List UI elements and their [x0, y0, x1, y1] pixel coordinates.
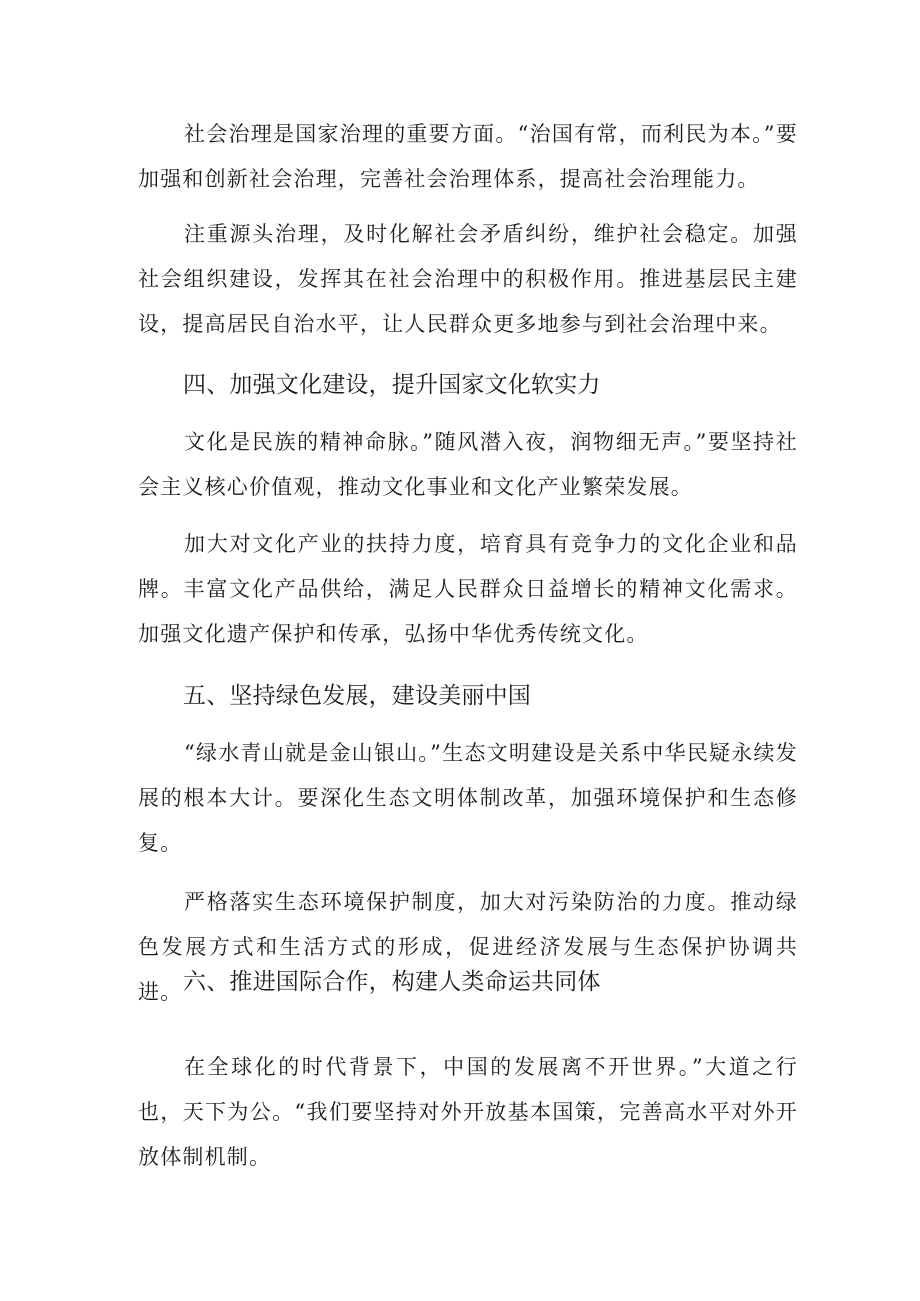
paragraph-opening-up: 在全球化的时代背景下，中国的发展离不开世界。”大道之行也，天下为公。“我们要坚持对外开放基本国策，完善高水平对外开放体制机制。	[138, 1055, 798, 1169]
paragraph-source-governance: 注重源头治理，及时化解社会矛盾纠纷，维护社会稳定。加强社会组织建设，发挥其在社会治理中的积极作用。推进基层民主建设，提高居民自治水平，让人民群众更多地参与到社会治理中来。	[138, 222, 798, 336]
section-heading-culture: 四、加强文化建设，提升国家文化软实力	[183, 372, 601, 398]
paragraph-culture-industry: 加大对文化产业的扶持力度，培育具有竞争力的文化企业和品牌。丰富文化产品供给，满足人民群众日益增长的精神文化需求。加强文化遗产保护和传承，弘扬中华优秀传统文化。	[138, 532, 798, 646]
paragraph-culture-lifeline: 文化是民族的精神命脉。”随风潜入夜，润物细无声。”要坚持社会主义核心价值观，推动文化事业和文化产业繁荣发展。	[138, 430, 798, 499]
section-heading-green-development: 五、坚持绿色发展，建设美丽中国	[183, 683, 531, 709]
paragraph-ecological-civilization: “绿水青山就是金山银山。”生态文明建设是关系中华民疑永续发展的根本大计。要深化生态文明体制改革，加强环境保护和生态修复。	[138, 741, 798, 855]
paragraph-social-governance: 社会治理是国家治理的重要方面。“治国有常，而利民为本。”要加强和创新社会治理，完善社会治理体系，提高社会治理能力。	[138, 122, 798, 191]
section-heading-international-cooperation: 六、推进国际合作，构建人类命运共同体	[183, 969, 601, 995]
paragraph-environment-protection: 严格落实生态环境保护制度，加大对污染防治的力度。推动绿色发展方式和生活方式的形成，促进经济发展与生态保护协调共进。	[138, 890, 798, 1004]
